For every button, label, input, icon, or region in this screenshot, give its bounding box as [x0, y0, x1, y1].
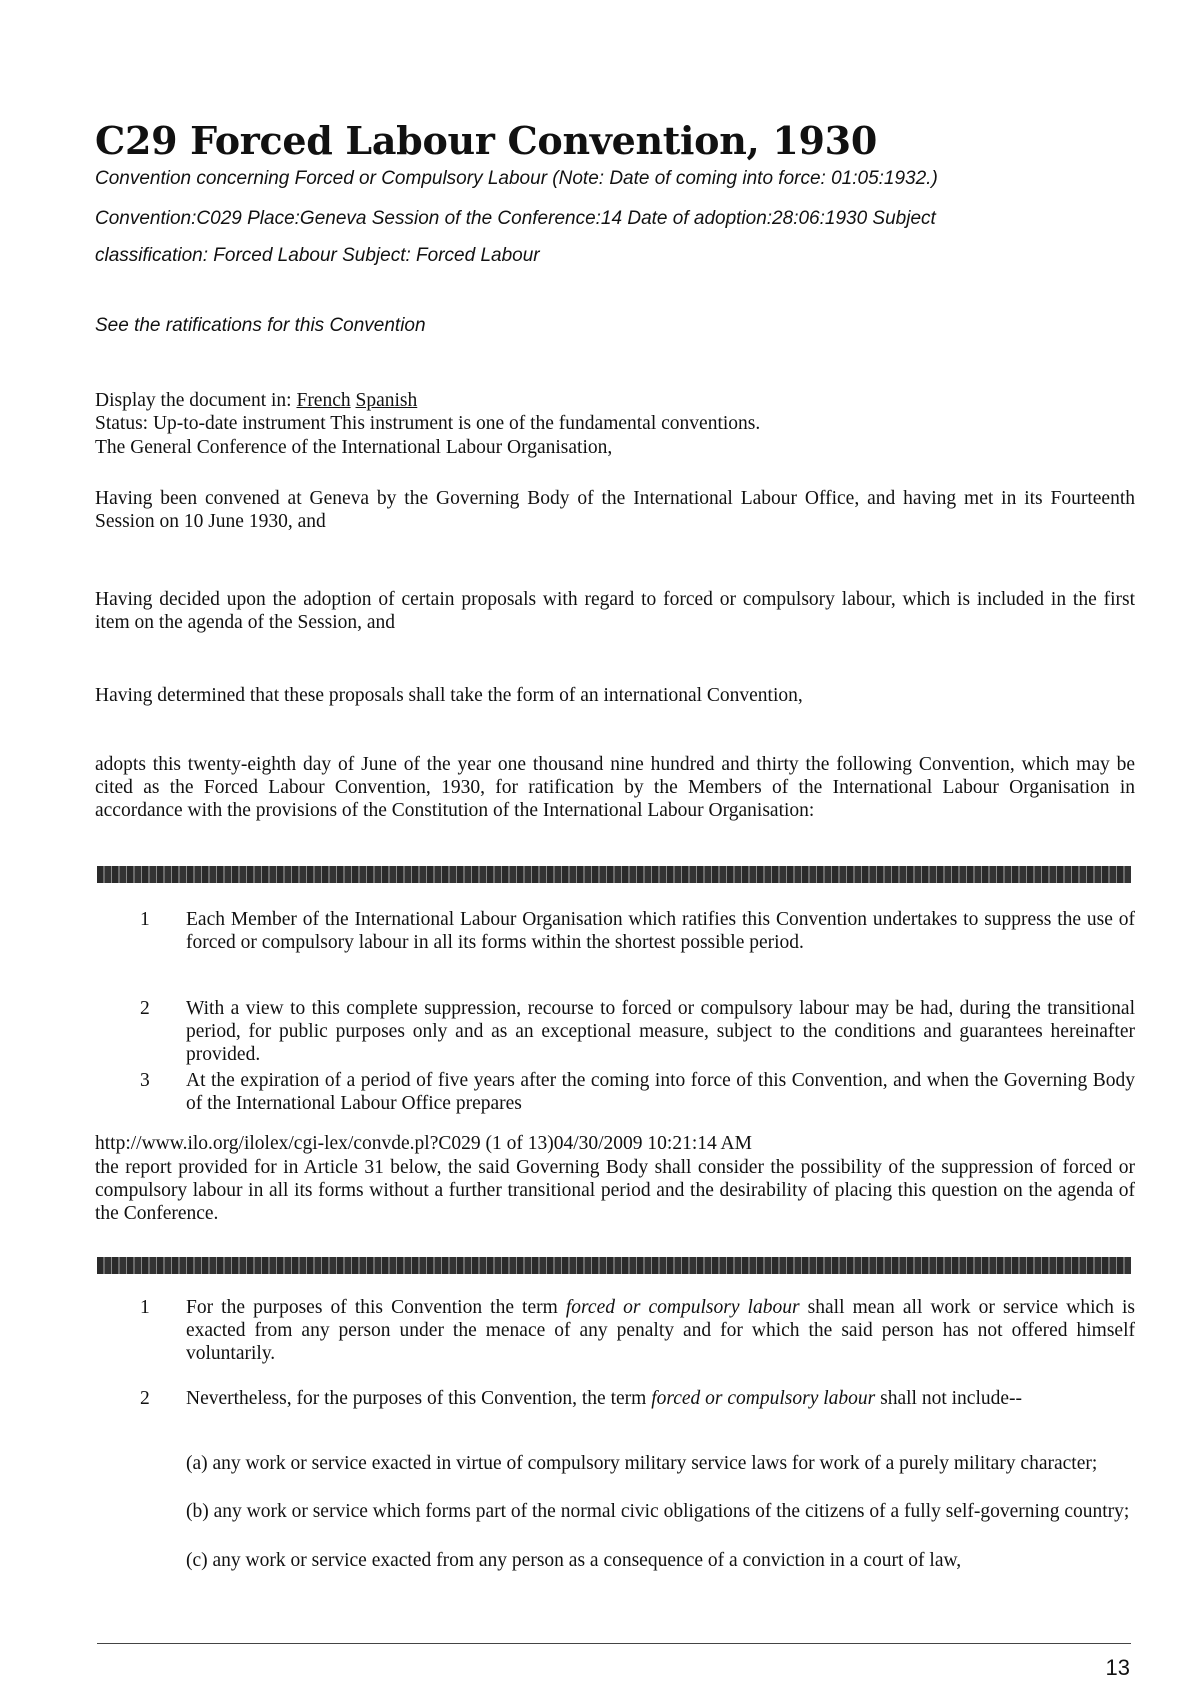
status-line: Status: Up-to-date instrument This instrument is one of the fundamental conventions.	[95, 413, 761, 434]
display-languages	[95, 389, 1135, 412]
item-number: 3	[140, 1070, 150, 1091]
preamble-paragraph: Having decided upon the adoption of certain proposals with regard to forced or compulsory labour, which is included in the first item on the agenda of the Session, and	[95, 589, 1135, 633]
page-number: 13	[1105, 1655, 1130, 1680]
item-number: 2	[140, 1388, 150, 1409]
item-text: Each Member of the International Labour Organisation which ratifies this Convention undertakes to suppress the use of forced or compulsory labour in all its forms within the shortest possible period.	[186, 909, 1135, 953]
item-number: 1	[140, 1297, 150, 1318]
preamble-paragraph: Having determined that these proposals shall take the form of an international Convention,	[95, 685, 803, 706]
preamble-paragraph: Having been convened at Geneva by the Governing Body of the International Labour Office, and having met in its Fourteenth Session on 10 June 1930, and	[95, 488, 1135, 532]
defined-term: forced or compulsory labour	[651, 1388, 876, 1409]
text-after: shall not include--	[875, 1388, 1023, 1409]
item-number: 2	[140, 998, 150, 1019]
defined-term: forced or compulsory labour	[565, 1297, 800, 1318]
text-after: shall mean all work or service which is exacted from any person under the menace of any penalty and for which the said person has not offered himself voluntarily.	[186, 1297, 1135, 1364]
text-before: Nevertheless, for the purposes of this Convention, the term	[186, 1388, 652, 1409]
adoption-paragraph: adopts this twenty-eighth day of June of the year one thousand nine hundred and thirty the following Convention, which may be cited as the Forced Labour Convention, 1930, for ratification by the Members of the International Labour Organisation in accordance with the provisions of the Constitution of the International Labour Organisation:	[95, 754, 1135, 821]
article-2-header-bar	[97, 1257, 1131, 1274]
convention-classification: classification: Forced Labour Subject: Forced Labour	[95, 245, 540, 266]
article-1-header-bar	[97, 866, 1131, 883]
item-text: With a view to this complete suppression, recourse to forced or compulsory labour may be had, during the transitional period, for public purposes only and as an exceptional measure, subject to the conditions and guarantees hereinafter provided.	[186, 998, 1135, 1065]
text-before: For the purposes of this Convention the term	[186, 1297, 566, 1318]
article-1-item	[140, 997, 1135, 1066]
display-label: Display the document in:	[95, 390, 292, 411]
spanish-link[interactable]: Spanish	[355, 390, 418, 411]
item-text	[186, 1387, 1135, 1410]
convention-description: Convention concerning Forced or Compulsory Labour (Note: Date of coming into force: 01:05:1932.)	[95, 168, 938, 189]
article-2-item	[140, 1387, 1135, 1410]
item-text	[186, 1296, 1135, 1365]
document-title: C29 Forced Labour Convention, 1930	[95, 118, 877, 163]
convention-metadata: Convention:C029 Place:Geneva Session of the Conference:14 Date of adoption:28:06:1930 Subject	[95, 208, 936, 229]
article-2-item	[140, 1296, 1135, 1365]
article-1-item	[140, 1069, 1135, 1115]
french-link[interactable]: French	[296, 390, 351, 411]
general-conference-line: The General Conference of the International Labour Organisation,	[95, 437, 613, 458]
exception-subitem: (b) any work or service which forms part of the normal civic obligations of the citizens of a fully self-governing country;	[186, 1501, 1130, 1522]
exception-subitem: (c) any work or service exacted from any person as a consequence of a conviction in a court of law,	[186, 1550, 962, 1571]
see-ratifications-link[interactable]: See the ratifications for this Convention	[95, 315, 426, 336]
continuation-paragraph: the report provided for in Article 31 below, the said Governing Body shall consider the possibility of the suppression of forced or compulsory labour in all its forms without a further transitional period and the desirability of placing this question on the agenda of the Conference.	[95, 1157, 1135, 1224]
exception-subitem: (a) any work or service exacted in virtue of compulsory military service laws for work of a purely military character;	[186, 1453, 1098, 1474]
item-number: 1	[140, 909, 150, 930]
print-footer-url: http://www.ilo.org/ilolex/cgi-lex/convde.pl?C029 (1 of 13)04/30/2009 10:21:14 AM	[95, 1133, 752, 1154]
article-1-item	[140, 908, 1135, 954]
footer-divider	[97, 1643, 1131, 1644]
item-text: At the expiration of a period of five years after the coming into force of this Convention, and when the Governing Body of the International Labour Office prepares	[186, 1070, 1135, 1114]
